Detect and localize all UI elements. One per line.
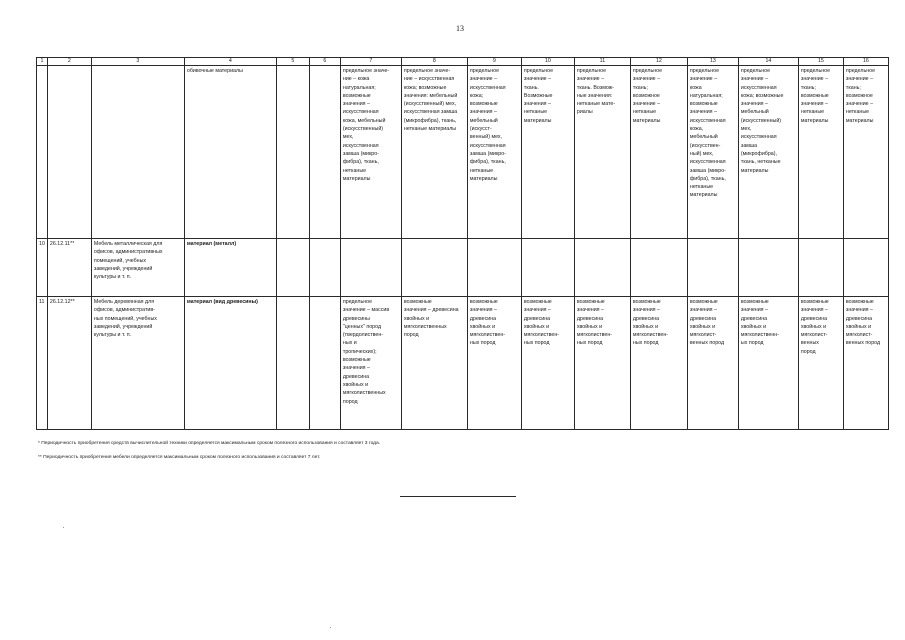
table-cell: предельное значение – ткань; возможное значение – нетканые материалы (630, 66, 687, 239)
signature-line (400, 496, 516, 497)
column-number: 1 (37, 58, 48, 66)
table-cell (521, 239, 574, 297)
column-number: 10 (521, 58, 574, 66)
table-cell: предельное значение – ткань; возможное значение – нетканые материалы (843, 66, 888, 239)
column-number: 16 (843, 58, 888, 66)
column-number: 7 (340, 58, 401, 66)
table-cell (843, 239, 888, 297)
row-number-cell: 11 (37, 297, 48, 430)
table-body (37, 58, 889, 430)
scan-speck (63, 527, 64, 528)
table-cell: возможные значения – древесина хвойных и мягколиствен- ных пород (574, 297, 630, 430)
table-cell: возможные значения – древесина хвойных и мягколист- венных пород (798, 297, 843, 430)
table-row (37, 239, 889, 297)
table-cell: предельное значение – кожа натуральная; возможные значения – искусственная кожа, мебельный (искусствен- ный) мех, искусственная замша (микро- фибра), ткань, нетканые материалы (687, 66, 738, 239)
table-row (37, 297, 889, 430)
table-cell (309, 239, 340, 297)
page-number: 13 (456, 24, 464, 33)
column-number: 2 (47, 58, 91, 66)
footnotes (38, 440, 878, 468)
column-number: 3 (91, 58, 184, 66)
table-cell (798, 239, 843, 297)
table-cell (309, 66, 340, 239)
column-number: 14 (738, 58, 798, 66)
table-cell (309, 297, 340, 430)
item-name-cell: Мебель металлическая для офисов, административных помещений, учебных заведений, учреждений культуры и т. п. (91, 239, 184, 297)
table-cell: предельное значение – ткань. Возмож- ные значения: нетканые мате- риалы (574, 66, 630, 239)
column-number: 13 (687, 58, 738, 66)
table-row (37, 66, 889, 239)
row-number-cell: 10 (37, 239, 48, 297)
table-cell (574, 239, 630, 297)
table-cell (687, 239, 738, 297)
table-cell (276, 297, 309, 430)
table-cell: предельное значение – ткань. Возможные значения – нетканые материалы (521, 66, 574, 239)
code-cell: 26.12.11** (47, 239, 91, 297)
table-cell (91, 66, 184, 239)
table-cell: возможные значения – древесина хвойных и мягколиственн- ых пород (738, 297, 798, 430)
table-cell: возможные значения – древесина хвойных и мягколист- венных пород (843, 297, 888, 430)
column-number: 12 (630, 58, 687, 66)
scan-speck (330, 627, 331, 628)
code-cell: 26.12.12** (47, 297, 91, 430)
table-cell: возможные значения – древесина хвойных и мягколист- венных пород (687, 297, 738, 430)
table-cell: предельное значение – ткань; возможные значения – нетканые материалы (798, 66, 843, 239)
table-cell: предельное значение – искусственная кожа; возможные значения – мебельный (искусственный) мех, искусственная замша (микрофибра), ткань, нетканые материалы (738, 66, 798, 239)
table-cell: предельное значе- ние – кожа натуральная; возможные значения – искусственная кожа, мебельный (искусственный) мех, искусственная замша (микро- фибра), ткань, нетканые материалы (340, 66, 401, 239)
table-cell: предельное значение – искусственная кожа; возможные значения – мебельный (искусст- венный) мех, искусственная замша (микро- фибра), ткань, нетканые материалы (467, 66, 521, 239)
table-cell: предельное значе- ние – искусственная кожа; возможные значения: мебельный (искусственный) мех, искусственная замша (микрофибра), ткань, нетканые материалы (401, 66, 467, 239)
column-number: 15 (798, 58, 843, 66)
column-number: 8 (401, 58, 467, 66)
table-cell: возможные значения – древесина хвойных и мягколиствен- ных пород (467, 297, 521, 430)
characteristic-cell: материал (металл) (184, 239, 276, 297)
column-number-row (37, 58, 889, 66)
footnote-furniture: ** Периодичность приобретения мебели определяется максимальным сроком полезного использования и составляет 7 лет. (38, 455, 321, 460)
table-cell: возможные значения – древесина хвойных и мягколиствен- ных пород (521, 297, 574, 430)
table-cell: предельное значение – массив древесины "ценных" пород (твердолиствен- ных и тропических); возможные значения – древесина хвойных и мягколиственных пород (340, 297, 401, 430)
characteristic-cell: материал (вид древесины) (184, 297, 276, 430)
requirements-table (36, 57, 889, 430)
table-cell (47, 66, 91, 239)
table-cell (738, 239, 798, 297)
table-cell: возможные значения – древесина хвойных и мягколиственных пород (401, 297, 467, 430)
item-name-cell: Мебель деревянная для офисов, административ- ных помещений, учебных заведений, учреждений культуры и т. п. (91, 297, 184, 430)
table-cell (467, 239, 521, 297)
table-cell (37, 66, 48, 239)
table-cell (401, 239, 467, 297)
column-number: 9 (467, 58, 521, 66)
table-cell (340, 239, 401, 297)
column-number: 11 (574, 58, 630, 66)
table-cell: обивочные материалы (184, 66, 276, 239)
table-cell (276, 66, 309, 239)
table-cell: возможные значения – древесина хвойных и мягколиствен- ных пород (630, 297, 687, 430)
column-number: 4 (184, 58, 276, 66)
column-number: 6 (309, 58, 340, 66)
column-number: 5 (276, 58, 309, 66)
table-cell (276, 239, 309, 297)
footnote-computers: * Периодичность приобретения средств вычислительной техники определяется максимальным сроком полезного использования и составляет 3 года. (38, 441, 381, 446)
table-cell (630, 239, 687, 297)
